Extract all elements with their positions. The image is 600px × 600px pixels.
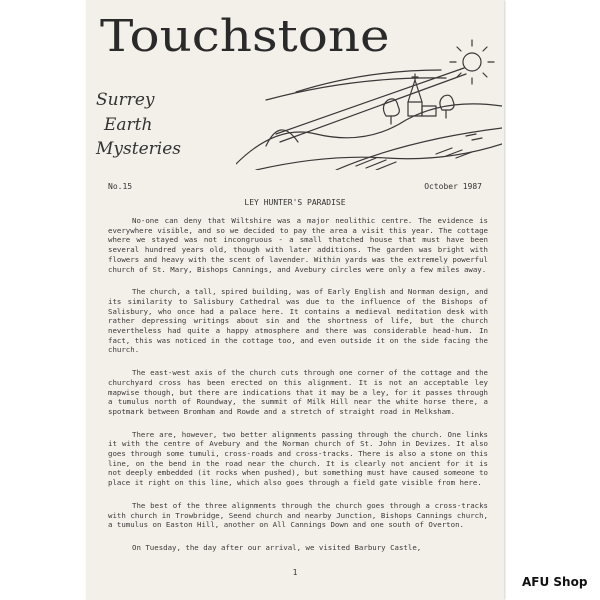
landscape-illustration bbox=[236, 36, 502, 170]
shop-watermark: AFU Shop bbox=[522, 575, 588, 589]
newsletter-page bbox=[86, 0, 504, 600]
subtitle-line-2: Earth bbox=[104, 115, 153, 135]
article-body bbox=[108, 216, 488, 566]
article-paragraph: The best of the three alignments through the church goes through a cross-tracks with church in Trowbridge, Seend church and nearby Junction, Bishops Cannings church, a tumulus on Easton Hill, another on All Cannings Down and one south of Overton. bbox=[108, 500, 488, 530]
issue-number: No.15 bbox=[108, 182, 133, 191]
page-number: 1 bbox=[292, 568, 298, 577]
issue-date: October 1987 bbox=[424, 182, 482, 191]
article-paragraph: The east-west axis of the church cuts through one corner of the cottage and the churchyard cross has been erected on this alignment. It is not an acceptable ley mapwise though, but there are indications that it may be a ley, for it passes through a tumulus north of Roundway, the summit of Milk Hill near the white horse there, a spotmark between Bromham and Rowde and a stretch of straight road in Melksham. bbox=[108, 368, 488, 416]
article-paragraph: On Tuesday, the day after our arrival, we visited Barbury Castle, bbox=[132, 542, 422, 552]
subtitle-line-3: Mysteries bbox=[96, 139, 181, 159]
article-paragraph: The church, a tall, spired building, was of Early English and Norman design, and its similarity to Salisbury Cathedral was due to the influence of the Bishops of Salisbury, who once had a palace here. It contains a medieval meditation desk with rather depressing writings about sin and the shortness of life, but the church nevertheless had quite a happy atmosphere and there was considerable head-hum. In fact, this was noticed in the cottage too, and even outside it on the side facing the church. bbox=[108, 287, 488, 355]
tree-icon bbox=[383, 99, 399, 124]
article-paragraph: No-one can deny that Wiltshire was a major neolithic centre. The evidence is everywhere visible, and so we decided to pay the area a visit this year. The cottage where we stayed was not incongruous - a small thatched house that must have been several hundred years old, though with later additions. The garden was bright with flowers and heavy with the scent of lavender. Within yards was the extremely powerful church of St. Mary, Bishops Cannings, and Avebury circles were only a few miles away. bbox=[108, 216, 488, 274]
subtitle-line-1: Surrey bbox=[96, 90, 155, 110]
article-paragraph: There are, however, two better alignments passing through the church. One links it with the centre of Avebury and the Norman church of St. John in Devizes. It also goes through some tumuli, cross-roads and cross-tracks. There is also a stone on this line, on the bend in the road near the church. It is clearly not ancient for it is not deeply embedded (it rocks when pushed), but something must have caused someone to place it right on this line, which also goes through a field gate visible from here. bbox=[108, 429, 488, 488]
masthead bbox=[86, 0, 504, 170]
newsletter-title: Touchstone bbox=[100, 10, 390, 62]
article-title: LEY HUNTER'S PARADISE bbox=[244, 198, 346, 207]
sun-icon bbox=[463, 53, 481, 71]
